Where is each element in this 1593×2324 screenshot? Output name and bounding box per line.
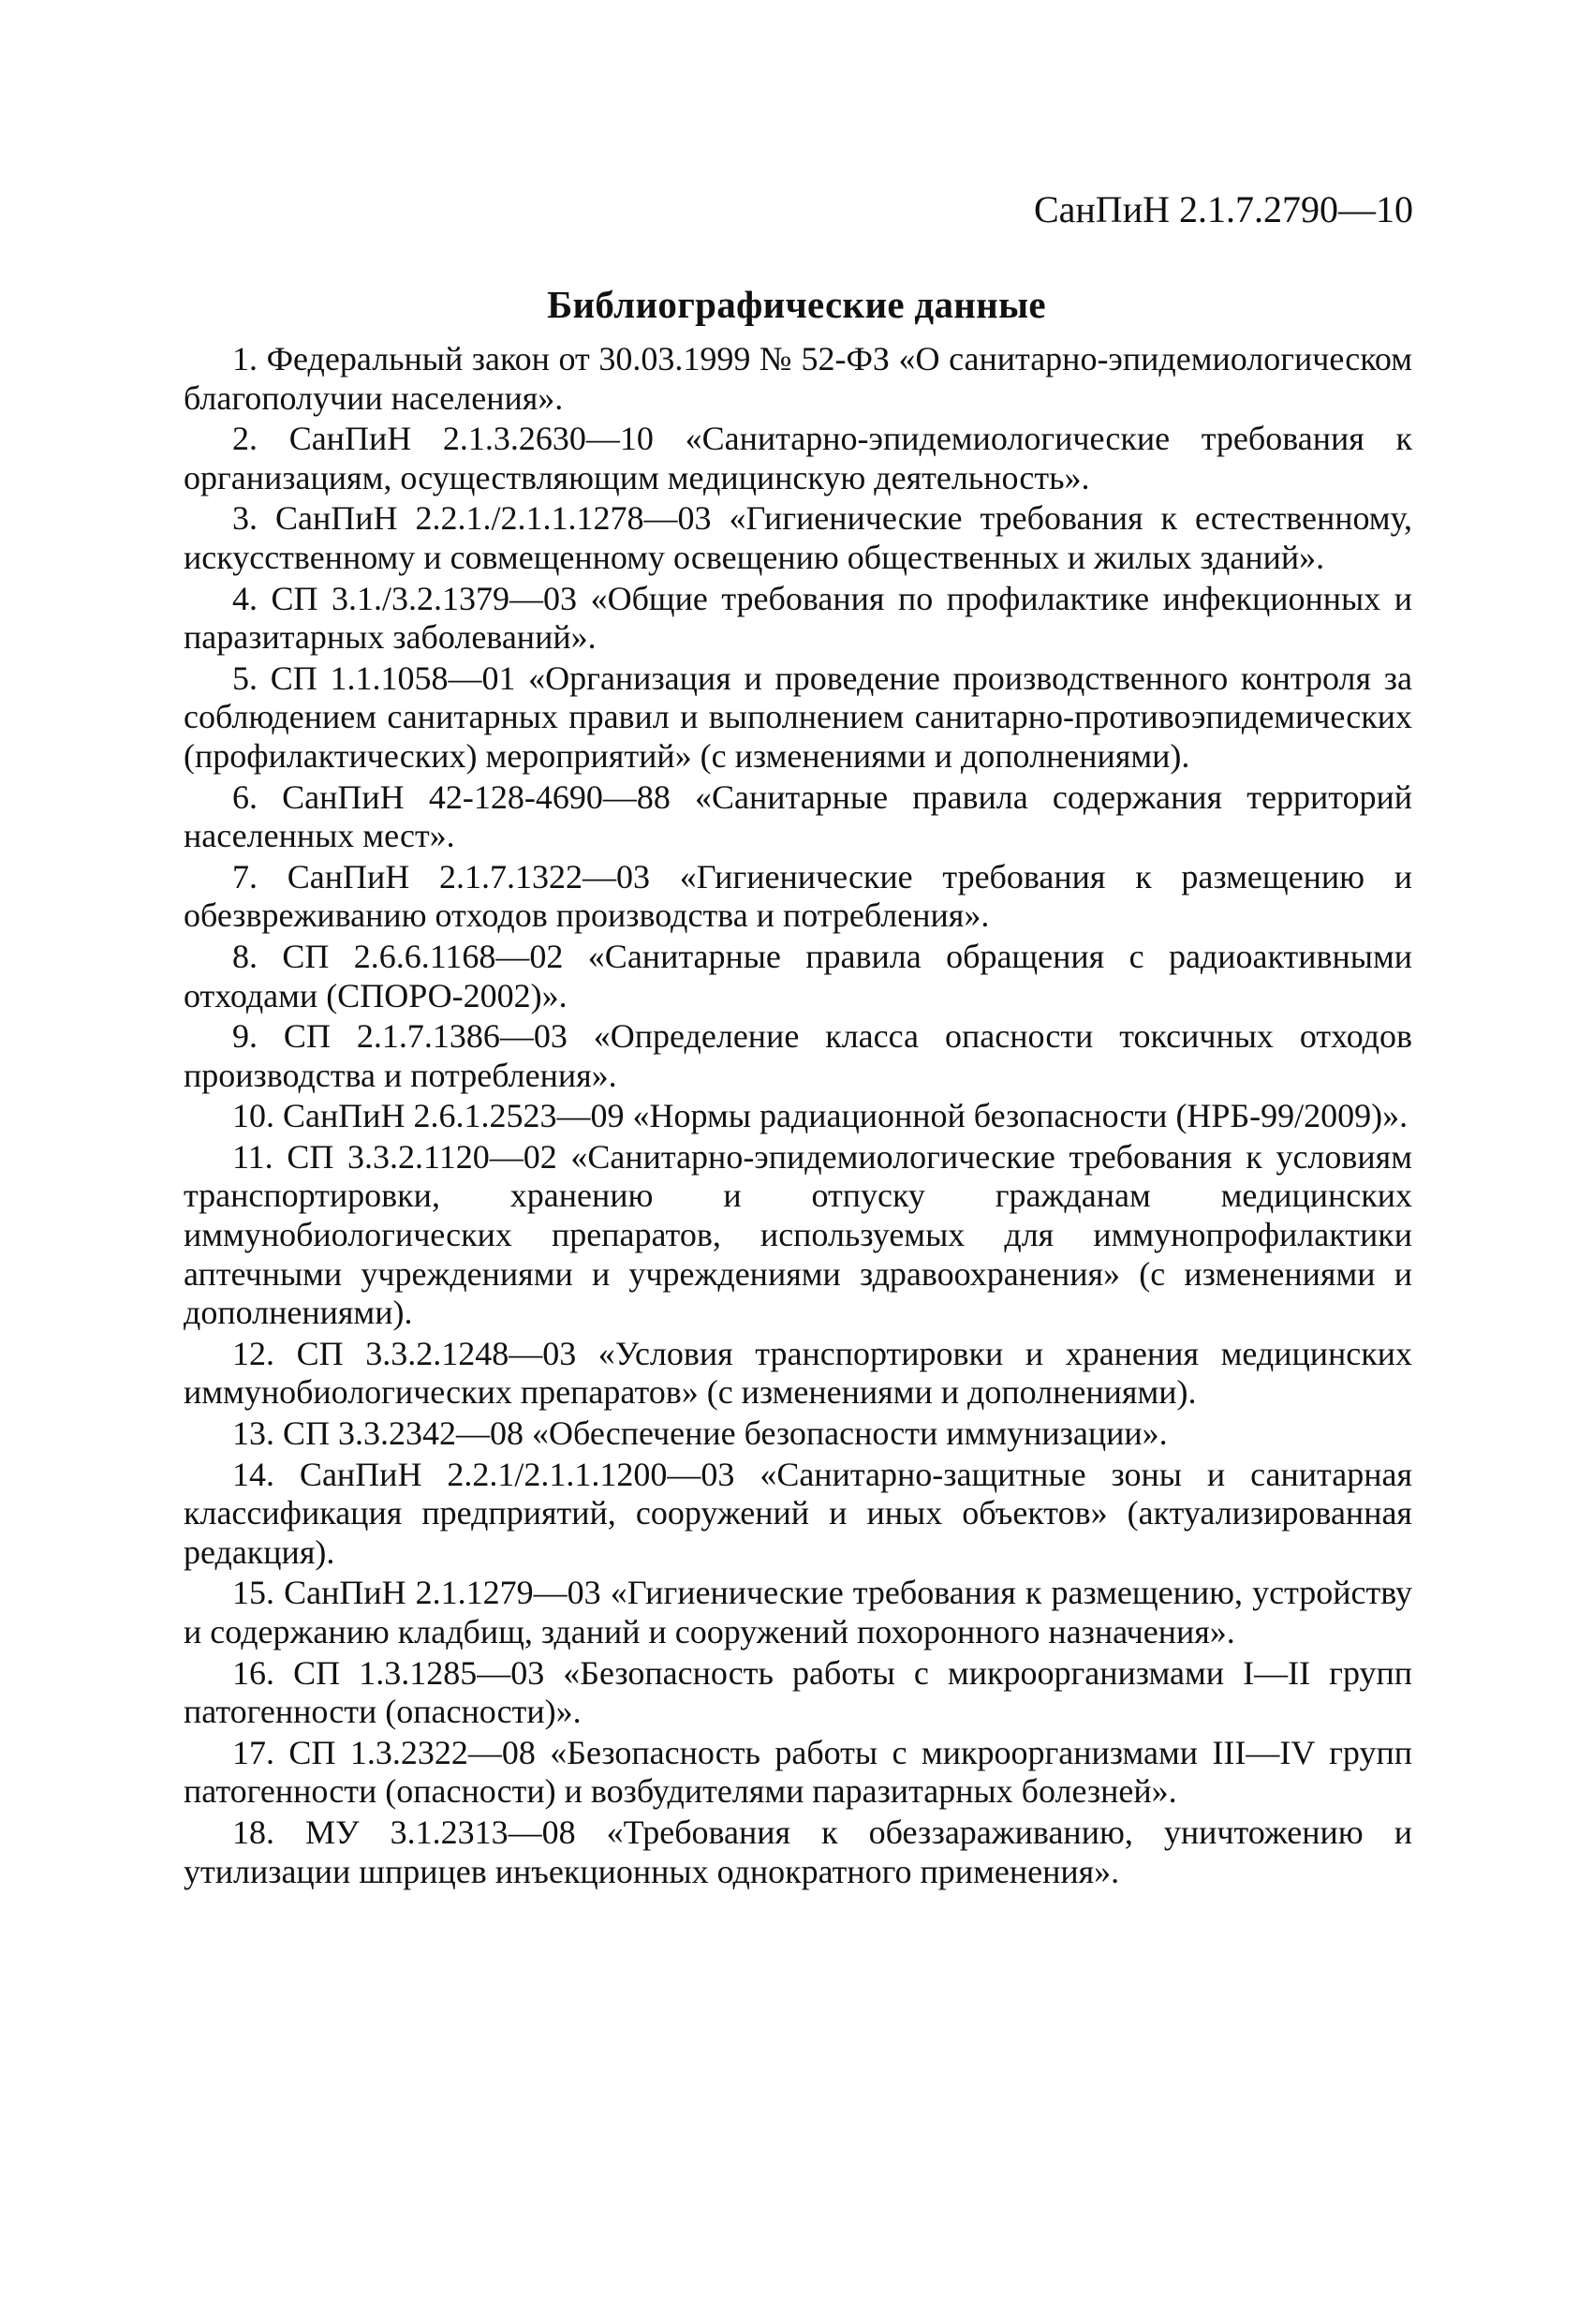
bibliography-list <box>184 340 1412 1893</box>
bibliography-item-7: 7. СанПиН 2.1.7.1322—03 «Гигиенические требования к размещению и обезвреживанию отходов производства и потребления». <box>184 857 1412 935</box>
bibliography-item-17: 17. СП 1.3.2322—08 «Безопасность работы с микроорганизмами III—IV групп патогенности (опасности) и возбудителями паразитарных болезней». <box>184 1733 1412 1811</box>
bibliography-item-11: 11. СП 3.3.2.1120—02 «Санитарно-эпидемиологические требования к условиям транспортировки, хранению и отпуску гражданам медицинских иммунобиологических препаратов, используемых для иммунопрофилактики аптечными учреждениями и учреждениями здравоохранения» (с изменениями и дополнениями). <box>184 1137 1412 1332</box>
bibliography-item-14: 14. СанПиН 2.2.1/2.1.1.1200—03 «Санитарно-защитные зоны и санитарная классификация предприятий, сооружений и иных объектов» (актуализированная редакция). <box>184 1455 1412 1571</box>
bibliography-item-5: 5. СП 1.1.1058—01 «Организация и проведение производственного контроля за соблюдением санитарных правил и выполнением санитарно-противоэпидемических (профилактических) мероприятий» (с изменениями и дополнениями). <box>184 659 1412 775</box>
bibliography-item-9: 9. СП 2.1.7.1386—03 «Определение класса опасности токсичных отходов производства и потребления». <box>184 1017 1412 1094</box>
bibliography-item-4: 4. СП 3.1./3.2.1379—03 «Общие требования по профилактике инфекционных и паразитарных заболеваний». <box>184 579 1412 657</box>
bibliography-item-3: 3. СанПиН 2.2.1./2.1.1.1278—03 «Гигиенические требования к естественному, искусственному и совмещенному освещению общественных и жилых зданий». <box>184 499 1412 576</box>
document-code: СанПиН 2.1.7.2790—10 <box>1033 188 1413 230</box>
page-title: Библиографические данные <box>547 283 1046 326</box>
bibliography-item-18: 18. МУ 3.1.2313—08 «Требования к обеззараживанию, уничтожению и утилизации шприцев инъекционных однократного применения». <box>184 1813 1412 1890</box>
bibliography-item-8: 8. СП 2.6.6.1168—02 «Санитарные правила обращения с радиоактивными отходами (СПОРО-2002)». <box>184 937 1412 1014</box>
bibliography-item-16: 16. СП 1.3.1285—03 «Безопасность работы с микроорганизмами I—II групп патогенности (опасности)». <box>184 1653 1412 1731</box>
bibliography-item-12: 12. СП 3.3.2.1248—03 «Условия транспортировки и хранения медицинских иммунобиологических препаратов» (с изменениями и дополнениями). <box>184 1334 1412 1412</box>
bibliography-item-13: 13. СП 3.3.2342—08 «Обеспечение безопасности иммунизации». <box>232 1414 1168 1453</box>
bibliography-item-1: 1. Федеральный закон от 30.03.1999 № 52-ФЗ «О санитарно-эпидемиологическом благополучии населения». <box>184 340 1412 417</box>
bibliography-item-6: 6. СанПиН 42-128-4690—88 «Санитарные правила содержания территорий населенных мест». <box>184 777 1412 855</box>
bibliography-item-15: 15. СанПиН 2.1.1279—03 «Гигиенические требования к размещению, устройству и содержанию кладбищ, зданий и сооружений похоронного назначения». <box>184 1574 1412 1650</box>
bibliography-item-10: 10. СанПиН 2.6.1.2523—09 «Нормы радиационной безопасности (НРБ-99/2009)». <box>232 1097 1409 1135</box>
bibliography-item-2: 2. СанПиН 2.1.3.2630—10 «Санитарно-эпидемиологические требования к организациям, осуществляющим медицинскую деятельность». <box>184 420 1412 496</box>
